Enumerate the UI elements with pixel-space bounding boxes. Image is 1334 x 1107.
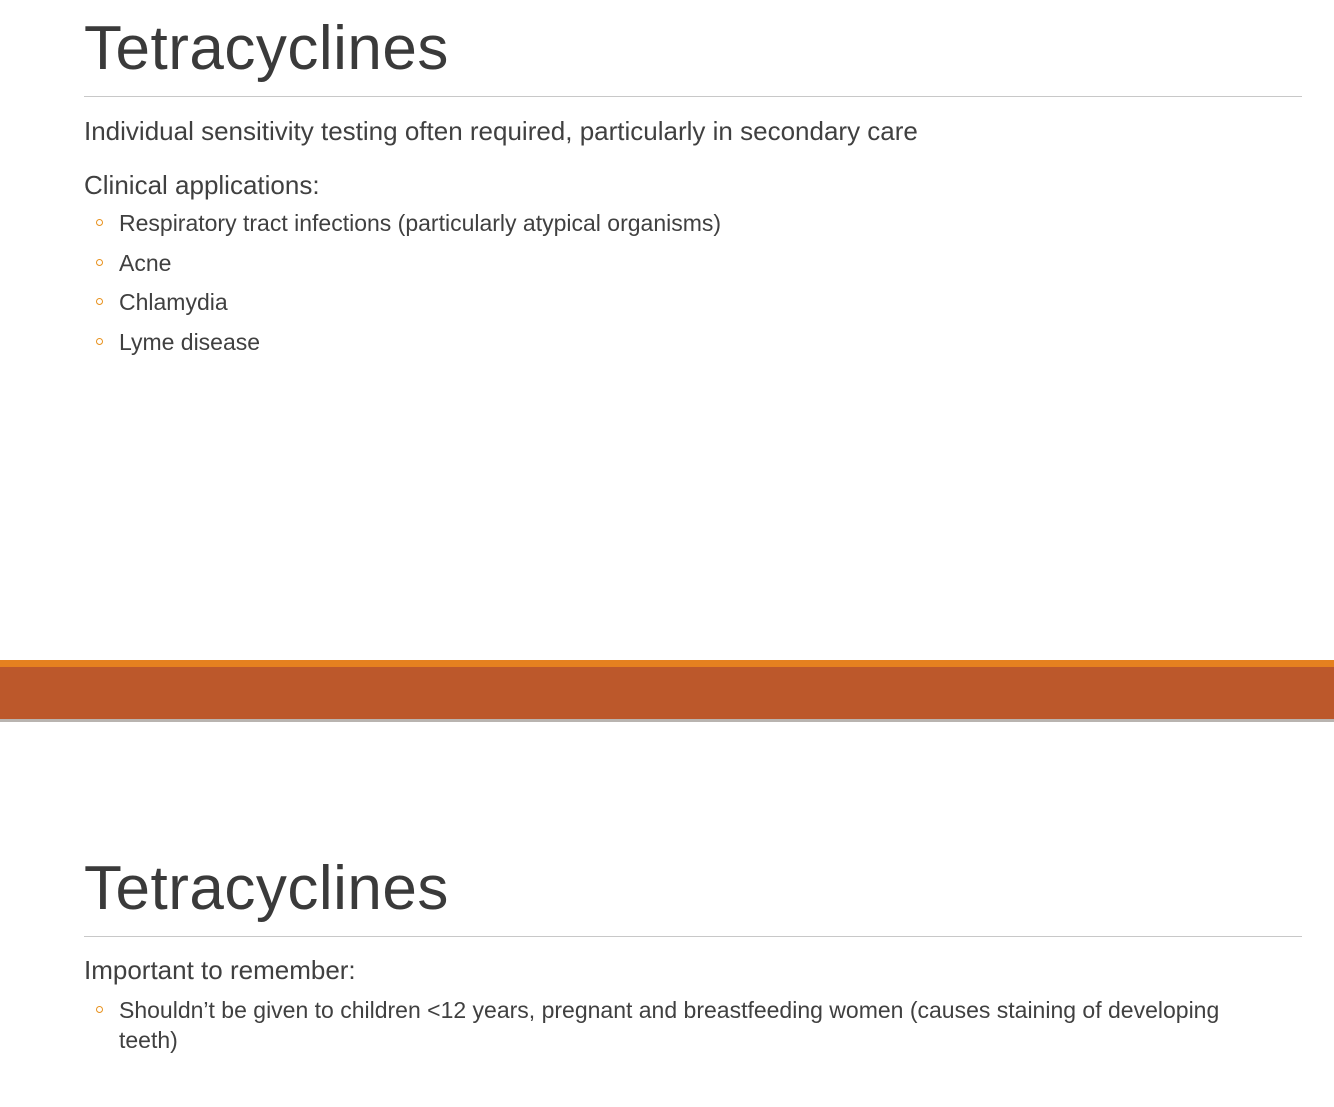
list-item-text: Shouldn’t be given to children <12 years, pregnant and breastfeeding women (causes staining of developing teeth) — [119, 997, 1220, 1053]
slide-divider — [0, 660, 1334, 722]
list-item — [96, 327, 1236, 357]
list-item-text: Chlamydia — [119, 289, 228, 315]
important-heading: Important to remember: — [84, 955, 356, 985]
divider-accent-stripe — [0, 660, 1334, 667]
bullet-circle-icon — [96, 298, 103, 305]
bullet-circle-icon — [96, 219, 103, 226]
list-item — [96, 208, 1236, 238]
slide-title: Tetracyclines — [84, 854, 449, 923]
list-item — [96, 995, 1236, 1055]
title-rule — [84, 936, 1302, 937]
clinical-applications-heading: Clinical applications: — [84, 170, 320, 200]
important-list — [96, 995, 1236, 1065]
list-item — [96, 287, 1236, 317]
divider-band — [0, 667, 1334, 719]
list-item — [96, 248, 1236, 278]
sensitivity-paragraph: Individual sensitivity testing often required, particularly in secondary care — [84, 116, 918, 146]
list-item-text: Acne — [119, 249, 172, 276]
list-item-text: Lyme disease — [119, 328, 261, 355]
bullet-circle-icon — [96, 338, 103, 345]
bullet-circle-icon — [96, 259, 103, 266]
list-item-text: Respiratory tract infections (particularly atypical organisms) — [119, 210, 722, 236]
slide-title: Tetracyclines — [84, 14, 449, 83]
title-rule — [84, 96, 1302, 97]
slide-2 — [0, 722, 1334, 1107]
bullet-circle-icon — [96, 1006, 103, 1013]
clinical-applications-list — [96, 208, 1236, 366]
